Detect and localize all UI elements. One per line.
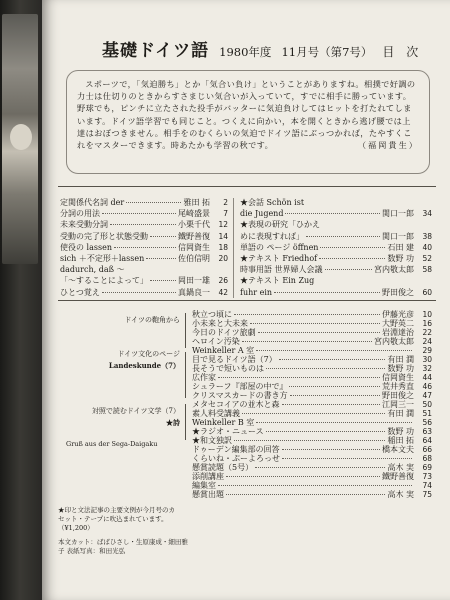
toc-entry-author: 有田 潤: [387, 355, 414, 364]
leader-dots: [289, 386, 380, 387]
toc-entry-page: 44: [422, 373, 432, 382]
toc-entry-page: 30: [422, 355, 432, 364]
toc-entry-author: 江岡三一: [382, 400, 414, 409]
toc-entry: [60, 198, 228, 208]
toc-entry-page: 42: [218, 287, 228, 297]
toc-entry-title: 分詞の用法: [60, 209, 100, 219]
toc-entry-title: ひとつ覚え: [60, 287, 100, 297]
intro-box: [66, 70, 430, 174]
toc-entry-author: 荒井秀直: [382, 382, 414, 391]
leader-dots: [266, 368, 385, 369]
toc-entry-title: 使役の lassen: [60, 242, 112, 252]
toc-entry-page: 74: [422, 481, 432, 490]
toc-entry: [60, 254, 228, 264]
toc-entry-page: 52: [422, 254, 432, 263]
toc-entry-title: ★テキスト Friedhof: [240, 254, 318, 263]
toc-entry-author: 大野英二: [382, 319, 414, 328]
toc-entry-page: 18: [218, 242, 228, 252]
toc-entry-title: 時事用語 世界婦人会議: [240, 265, 323, 275]
leader-dots: [102, 292, 176, 293]
toc-entry-page: 51: [422, 409, 432, 418]
toc-entry-author: 岩淵達治: [382, 328, 414, 337]
contents-page: [42, 0, 450, 600]
leader-dots: [255, 467, 385, 468]
bracket-line: [185, 352, 186, 398]
toc-entry-title: 「～することによって」: [60, 276, 148, 286]
leader-dots: [226, 494, 385, 495]
toc-entry-page: 40: [422, 242, 432, 252]
toc-entry-page: 7: [223, 209, 228, 219]
toc-entry-page: 29: [422, 346, 432, 355]
toc-entry-page: 66: [422, 445, 432, 454]
toc-entry-page: 34: [422, 209, 432, 219]
leader-dots: [242, 413, 385, 414]
toc-entry-page: 75: [422, 490, 432, 499]
toc-entry-title: メタセコイアの並木と森: [192, 400, 280, 409]
toc-entry-page: 56: [422, 418, 432, 427]
section-label: ドイツ文化のページ: [117, 350, 180, 358]
leader-dots: [325, 269, 372, 270]
leader-dots: [226, 476, 380, 477]
toc-entry-page: 32: [422, 364, 432, 373]
toc-entry-author: 有田 潤: [387, 409, 414, 418]
toc-entry-page: 22: [422, 328, 432, 337]
toc-entry-title: 単語の ページ öffnen: [240, 242, 319, 252]
toc-entry-page: 63: [422, 427, 432, 436]
leader-dots: [218, 485, 412, 486]
toc-entry-page: 14: [218, 231, 228, 241]
leader-dots: [114, 247, 176, 248]
toc-entry-author: 鐵野善復: [178, 231, 210, 241]
leader-dots: [150, 280, 176, 281]
toc-entry: [240, 209, 432, 219]
toc-entry-author: 数野 功: [387, 254, 414, 263]
toc-entry-author: 信岡資生: [178, 242, 210, 252]
toc-entry: [240, 254, 432, 264]
toc-entry-title: 秋立つ頃に: [192, 310, 232, 319]
leader-dots: [274, 292, 380, 293]
toc-entry-title: Weinkeller B 室: [192, 418, 255, 427]
toc-entry-title: ★表現の研究「ひかえ: [240, 220, 320, 230]
divider: [58, 186, 436, 187]
toc-entry-author: 宮内敬太郎: [374, 265, 414, 275]
toc-entry-title: ★テキスト Ein Zug: [240, 276, 315, 286]
toc-entry-title: ★会話 Schön ist: [240, 198, 305, 207]
toc-entry-title: 目で見るドイツ語（7）: [192, 355, 277, 364]
leader-dots: [110, 224, 176, 225]
toc-entry: [240, 288, 432, 298]
leader-dots: [290, 395, 380, 396]
leader-dots: [126, 202, 181, 203]
toc-entry-title: Weinkeller A 室: [192, 346, 255, 355]
leader-dots: [218, 377, 380, 378]
leader-dots: [306, 236, 380, 237]
leader-dots: [258, 332, 380, 333]
toc-entry-page: 64: [422, 436, 432, 445]
toc-entry-title: 小未来と大未来: [192, 319, 248, 328]
toc-entry-page: 20: [218, 254, 228, 263]
leader-dots: [282, 449, 380, 450]
toc-entry-title: めに表現すれば」: [240, 231, 304, 241]
toc-entry-title: くらいね・ぷーよろっせ: [192, 454, 280, 463]
toc-entry-title: 定関係代名詞 der: [60, 198, 125, 207]
column-divider: [233, 198, 234, 298]
bracket-line: [185, 404, 186, 440]
toc-entry: [60, 209, 228, 219]
contents-heading: 目 次: [382, 45, 423, 59]
toc-entry-page: 46: [422, 382, 432, 391]
leader-dots: [282, 458, 412, 459]
toc-entry: [240, 265, 432, 275]
leader-dots: [234, 440, 385, 441]
toc-entry: [60, 288, 228, 298]
leader-dots: [102, 213, 176, 214]
toc-entry-page: 47: [422, 391, 432, 400]
section-label: ドイツの鞄角から: [124, 316, 180, 324]
toc-entry-title: クリスマスカードの書き方: [192, 391, 288, 400]
book-spine: [0, 0, 40, 600]
leader-dots: [150, 236, 176, 237]
toc-entry-page: 50: [422, 400, 432, 409]
toc-entry-author: 岡田一雄: [178, 276, 210, 286]
leader-dots: [250, 323, 380, 324]
toc-entry-author: 佐伯信明: [178, 254, 210, 263]
toc-entry-author: 宮内敬太郎: [374, 337, 414, 346]
toc-entry-author: 関口一郎: [382, 209, 414, 219]
toc-entry-title: 受動の完了形と状態受動: [60, 231, 148, 241]
divider: [58, 300, 436, 301]
toc-entry-title: 編集室: [192, 481, 216, 490]
toc-entry-page: 24: [422, 337, 432, 346]
staff-credits: 本文カット：ばばひさし・生原康成・細田雅子 表紙写真：和田光弘: [58, 538, 188, 555]
leader-dots: [266, 431, 386, 432]
toc-entry-author: 伊藤光彦: [382, 310, 414, 319]
intro-text: スポーツで，「気迫勝ち」とか「気合い負け」ということがありますね。相撲で好調の力士は仕切りのときからすさまじい気合いが入っていて，すでに相手に勝っています。野球でも，ピンチに立たされた投手がバッターに気迫負けしてはヒットを打たれてしまいます。ドイツ語学習でも同じこと。つくえに向かい，本を開くときから逃げ腰では上達はおぼつきません。相手をのむくらいの気迫でドイツ語にぶっつかれば，たやすくこれをマスターできます。時あたかも学習の秋です。: [77, 79, 416, 151]
toc-entry-author: 雅田 拓: [183, 198, 210, 207]
toc-entry-title: 懸賞読題（5号）: [192, 463, 254, 472]
toc-entry-title: 懸賞出題: [192, 490, 224, 499]
toc-entry-title: ★和文独訳: [192, 436, 232, 445]
toc-entry-page: 10: [422, 310, 432, 319]
toc-entry-page: 68: [422, 454, 432, 463]
leader-dots: [234, 314, 380, 315]
toc-entry-author: 真鍋良一: [178, 287, 210, 297]
toc-entry-author: 鐵野善復: [382, 472, 414, 481]
toc-entry-title: die Jugend: [240, 209, 284, 219]
toc-entry-author: 数野 功: [387, 364, 414, 373]
toc-entry-author: 小栗千代: [178, 220, 210, 230]
intro-signature: （福岡貴生）: [357, 140, 419, 151]
leader-dots: [146, 258, 176, 259]
toc-entry-title: ヘロイン汚染: [192, 337, 240, 346]
toc-entry-author: 野田俊之: [382, 287, 414, 297]
toc-entry-title: sich ＋不定形＋lassen: [60, 254, 145, 263]
toc-entry-page: 26: [218, 276, 228, 286]
toc-entry-title: 素人料受講義: [192, 409, 240, 418]
issue-month: 11月号（第7号）: [281, 45, 373, 59]
toc-entry-page: 69: [422, 463, 432, 472]
toc-entry-author: 尾崎盛景: [178, 209, 210, 219]
toc-entry-author: 稲田 拓: [387, 436, 414, 445]
section-label: ★詩: [166, 418, 180, 427]
toc-entry-page: 60: [422, 287, 432, 297]
toc-entry-author: 橋本文夫: [382, 445, 414, 454]
issue-year: 1980年度: [219, 45, 272, 59]
toc-entry-page: 38: [422, 231, 432, 241]
page-header: [102, 36, 432, 60]
toc-entry-author: 野田俊之: [382, 391, 414, 400]
toc-entry-title: 今日のドイツ旅劇: [192, 328, 256, 337]
toc-entry-title: ★ラジオ・ニュース: [192, 427, 264, 436]
toc-entry: [192, 490, 432, 500]
toc-entry: [240, 232, 432, 242]
leader-dots: [282, 404, 380, 405]
toc-entry: [240, 243, 432, 253]
leader-dots: [285, 213, 380, 214]
leader-dots: [256, 422, 412, 423]
section-label: Landeskunde（7）: [108, 361, 180, 370]
toc-entry-page: 58: [422, 265, 432, 275]
facing-page-photo: [2, 14, 38, 264]
bracket-line: [185, 313, 186, 348]
toc-entry-title: fuhr ein: [240, 287, 273, 297]
toc-entry-title: 広作家: [192, 373, 216, 382]
leader-dots: [256, 350, 412, 351]
section-label: Gruß aus der Sega-Daigaku: [66, 440, 158, 448]
leader-dots: [242, 341, 372, 342]
toc-entry-author: 高木 実: [387, 490, 414, 499]
cassette-note: ★印と文法記事の主要文例が今月号のカセット・テープに吹込まれています。（¥1,200）: [58, 506, 175, 532]
toc-entry-page: 16: [422, 319, 432, 328]
magazine-title: 基礎ドイツ語: [102, 41, 210, 61]
leader-dots: [279, 359, 386, 360]
toc-entry: [60, 232, 228, 242]
toc-entry-author: 高木 実: [387, 463, 414, 472]
toc-entry-page: 12: [218, 220, 228, 230]
toc-entry-page: 73: [422, 472, 432, 481]
toc-entry-page: 2: [223, 198, 228, 207]
toc-entry-title: 未来受動分詞: [60, 220, 108, 230]
toc-entry: [60, 220, 228, 230]
leader-dots: [319, 258, 385, 259]
leader-dots: [320, 247, 385, 248]
section-label: 対照で読むドイツ文学（7）: [91, 407, 180, 415]
toc-entry-author: 関口一郎: [382, 231, 414, 241]
toc-entry: [60, 243, 228, 253]
toc-entry-title: ドゥーデン編集部の回答: [192, 445, 280, 454]
toc-entry-author: 数野 功: [387, 427, 414, 436]
toc-entry-title: 添削講座: [192, 472, 224, 481]
toc-entry-title: シュラーフ『部屋の中で』: [192, 382, 288, 391]
toc-entry-title: dadurch, daß ～: [60, 265, 125, 275]
toc-entry-author: 石田 建: [387, 242, 414, 252]
toc-entry: [60, 276, 228, 286]
toc-entry-title: 長そうで短いものは: [192, 364, 264, 373]
toc-entry-author: 信岡資生: [382, 373, 414, 382]
